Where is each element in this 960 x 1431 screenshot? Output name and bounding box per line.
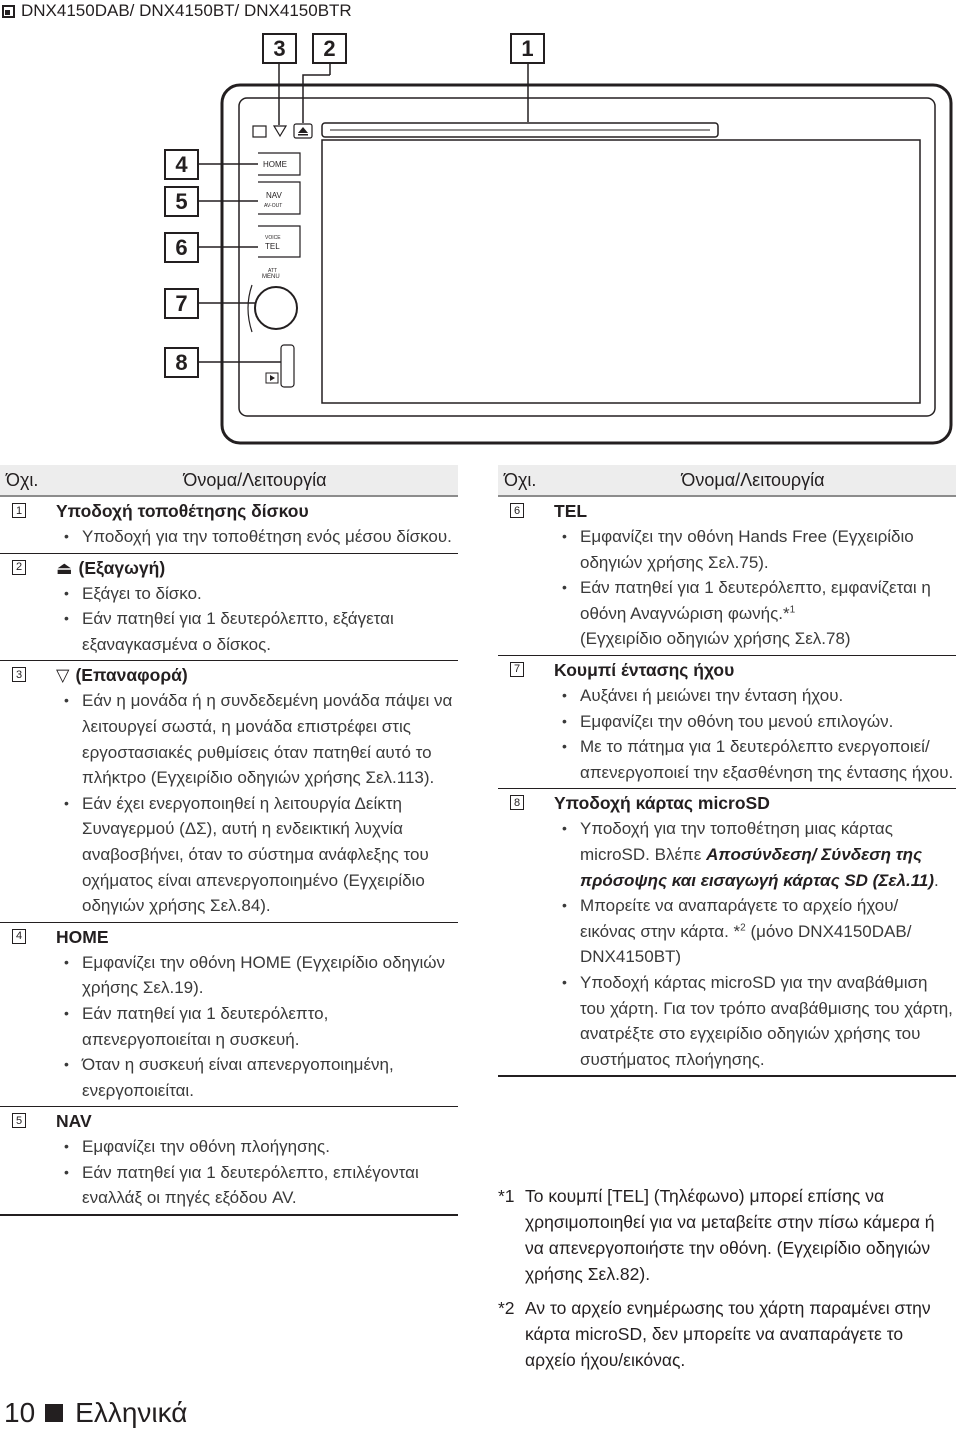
row-title: Υποδοχή τοποθέτησης δίσκου xyxy=(56,501,309,521)
callout-7: 7 xyxy=(164,288,199,319)
callout-8: 8 xyxy=(164,347,199,378)
volume-knob xyxy=(255,287,297,329)
row-title: TEL xyxy=(554,501,588,521)
row-number: 6 xyxy=(510,503,524,518)
callout-1: 1 xyxy=(510,33,545,64)
footnote-1: *1 Το κουμπί [TEL] (Τηλέφωνο) μπορεί επίσης να χρησιμοποιηθεί για να μεταβείτε στην πίσω κάμερα ή να απενεργοποιήστε την οθόνη. (Εγχειρίδιο οδηγιών χρήσης Σελ.82). xyxy=(498,1186,935,1284)
svg-text:AV-OUT: AV-OUT xyxy=(264,203,283,209)
row-title: Υποδοχή κάρτας microSD xyxy=(554,793,770,814)
square-icon xyxy=(45,1404,63,1422)
list-item: • Εάν πατηθεί για 1 δευτερόλεπτο, επιλέγονται εναλλάξ οι πηγές εξόδου AV. xyxy=(82,1160,458,1211)
reset-icon: ▽ xyxy=(56,665,70,686)
list-item: • Μπορείτε να αναπαράγετε το αρχείο ήχου/ εικόνας στην κάρτα. *$^2$ (μόνο DNX4150DAB/ DNX4150BT) xyxy=(580,893,956,970)
list-item: • Εμφανίζει την οθόνη πλοήγησης. xyxy=(82,1134,458,1160)
table-row-1 xyxy=(0,497,458,554)
reset-triangle-icon xyxy=(274,126,286,136)
callout-3: 3 xyxy=(262,33,297,64)
svg-text:MENU: MENU xyxy=(262,274,280,280)
table-header xyxy=(498,465,956,497)
list-item: • Υποδοχή για την τοποθέτηση ενός μέσου δίσκου. xyxy=(82,524,458,550)
row-title: HOME xyxy=(56,926,109,947)
table-row-6 xyxy=(498,497,956,656)
callout-2: 2 xyxy=(312,33,347,64)
row-number: 3 xyxy=(12,667,26,682)
row-number: 7 xyxy=(510,662,524,677)
page-footer xyxy=(4,1396,187,1430)
svg-text:ATT: ATT xyxy=(268,268,278,274)
list-item: • Υποδοχή κάρτας microSD για την αναβάθμιση του χάρτη. Για τον τρόπο αναβάθμισης του χάρτη, ανατρέξτε στο εγχειρίδιο οδηγιών χρήσης του συστήματος πλοήγησης. xyxy=(580,970,956,1072)
table-row-7 xyxy=(498,656,956,789)
home-label: HOME xyxy=(263,160,287,169)
page-number: 10 xyxy=(4,1397,36,1428)
list-item: • Όταν η συσκευή είναι απενεργοποιημένη, ενεργοποιείται. xyxy=(82,1052,458,1103)
list-item: • Εμφανίζει την οθόνη του μενού επιλογών. xyxy=(580,709,956,735)
col-name-header: Όνομα/Λειτουργία xyxy=(183,469,327,490)
row-number: 8 xyxy=(510,795,524,810)
indicator-button xyxy=(253,126,266,137)
list-item: • Εάν η μονάδα ή η συνδεδεμένη μονάδα πάψει να λειτουργεί σωστά, η μονάδα επιστρέφει στις εργοστασιακές ρυθμίσεις όταν πατηθεί αυτό το πλήκτρο (Εγχειρίδιο οδηγιών χρήσης Σελ.113). xyxy=(82,688,458,790)
model-title: DNX4150DAB/ DNX4150BT/ DNX4150BTR xyxy=(21,1,352,20)
row-number: 2 xyxy=(12,560,26,575)
table-row-3 xyxy=(0,661,458,922)
device-front-panel-diagram xyxy=(0,0,960,450)
callout-4: 4 xyxy=(164,149,199,180)
eject-icon: ⏏ xyxy=(56,557,73,578)
page-reference-link[interactable]: Αποσύνδεση/ Σύνδεση της πρόσοψης και εισαγωγή κάρτας SD (Σελ.11) xyxy=(580,844,935,890)
col-no-header: Όχι. xyxy=(504,469,537,490)
list-item: • Υποδοχή για την τοποθέτηση μιας κάρτας microSD. Βλέπε Αποσύνδεση/ Σύνδεση της πρόσοψης και εισαγωγή κάρτας SD (Σελ.11). xyxy=(580,816,956,893)
touch-screen xyxy=(322,140,920,403)
right-function-table xyxy=(498,465,956,1077)
svg-text:NAV: NAV xyxy=(266,191,282,200)
left-function-table xyxy=(0,465,458,1216)
row-title: ▽ (Επαναφορά) xyxy=(0,661,458,688)
footnotes xyxy=(498,1183,948,1381)
list-item: • Εάν έχει ενεργοποιηθεί η λειτουργία Δείκτη Συναγερμού (ΔΣ), αυτή η ενδεικτική λυχνία αναβοσβήνει, όταν το σύστημα ανάφλεξης του οχήματος είναι απενεργοποιημένο (Εγχειρίδιο οδηγιών χρήσης Σελ.84). xyxy=(82,791,458,919)
table-row-8 xyxy=(498,789,956,1077)
callout-5: 5 xyxy=(164,186,199,217)
row-title: Κουμπί έντασης ήχου xyxy=(554,659,735,680)
list-item: • Εμφανίζει την οθόνη HOME (Εγχειρίδιο οδηγιών χρήσης Σελ.19). xyxy=(82,950,458,1001)
language-label: Ελληνικά xyxy=(75,1397,188,1428)
list-item: • Με το πάτημα για 1 δευτερόλεπτο ενεργοποιεί/απενεργοποιεί την εξασθένηση της έντασης ήχου. xyxy=(580,734,956,785)
col-name-header: Όνομα/Λειτουργία xyxy=(681,469,825,490)
callout-6: 6 xyxy=(164,232,199,263)
table-row-4 xyxy=(0,923,458,1108)
footnote-2: *2 Αν το αρχείο ενημέρωσης του χάρτη παραμένει στην κάρτα microSD, δεν μπορείτε να αναπαράγετε το αρχείο ήχου/εικόνας. xyxy=(498,1298,931,1370)
table-row-2 xyxy=(0,554,458,662)
row-number: 4 xyxy=(12,929,26,944)
row-number: 5 xyxy=(12,1113,26,1128)
svg-text:VOICE: VOICE xyxy=(265,235,281,241)
list-item: • Εάν πατηθεί για 1 δευτερόλεπτο, εμφανίζεται η οθόνη Αναγνώριση φωνής.*$^1$ (Εγχειρίδιο οδηγιών χρήσης Σελ.78) xyxy=(580,575,956,652)
list-item: • Εμφανίζει την οθόνη Hands Free (Εγχειρίδιο οδηγιών χρήσης Σελ.75). xyxy=(580,524,956,575)
list-item: • Εξάγει το δίσκο. xyxy=(82,581,458,607)
table-row-5 xyxy=(0,1107,458,1216)
row-number: 1 xyxy=(12,503,26,518)
row-title: NAV xyxy=(56,1111,92,1132)
list-item: • Εάν πατηθεί για 1 δευτερόλεπτο, απενεργοποιείται η συσκευή. xyxy=(82,1001,458,1052)
svg-text:TEL: TEL xyxy=(265,242,280,251)
col-no-header: Όχι. xyxy=(6,469,39,490)
table-header xyxy=(0,465,458,497)
row-title: ⏏ (Εξαγωγή) xyxy=(0,554,458,581)
list-item: • Εάν πατηθεί για 1 δευτερόλεπτο, εξάγεται εξαναγκασμένα ο δίσκος. xyxy=(82,606,458,657)
list-item: • Αυξάνει ή μειώνει την ένταση ήχου. xyxy=(580,683,956,709)
microsd-slot xyxy=(281,345,294,387)
